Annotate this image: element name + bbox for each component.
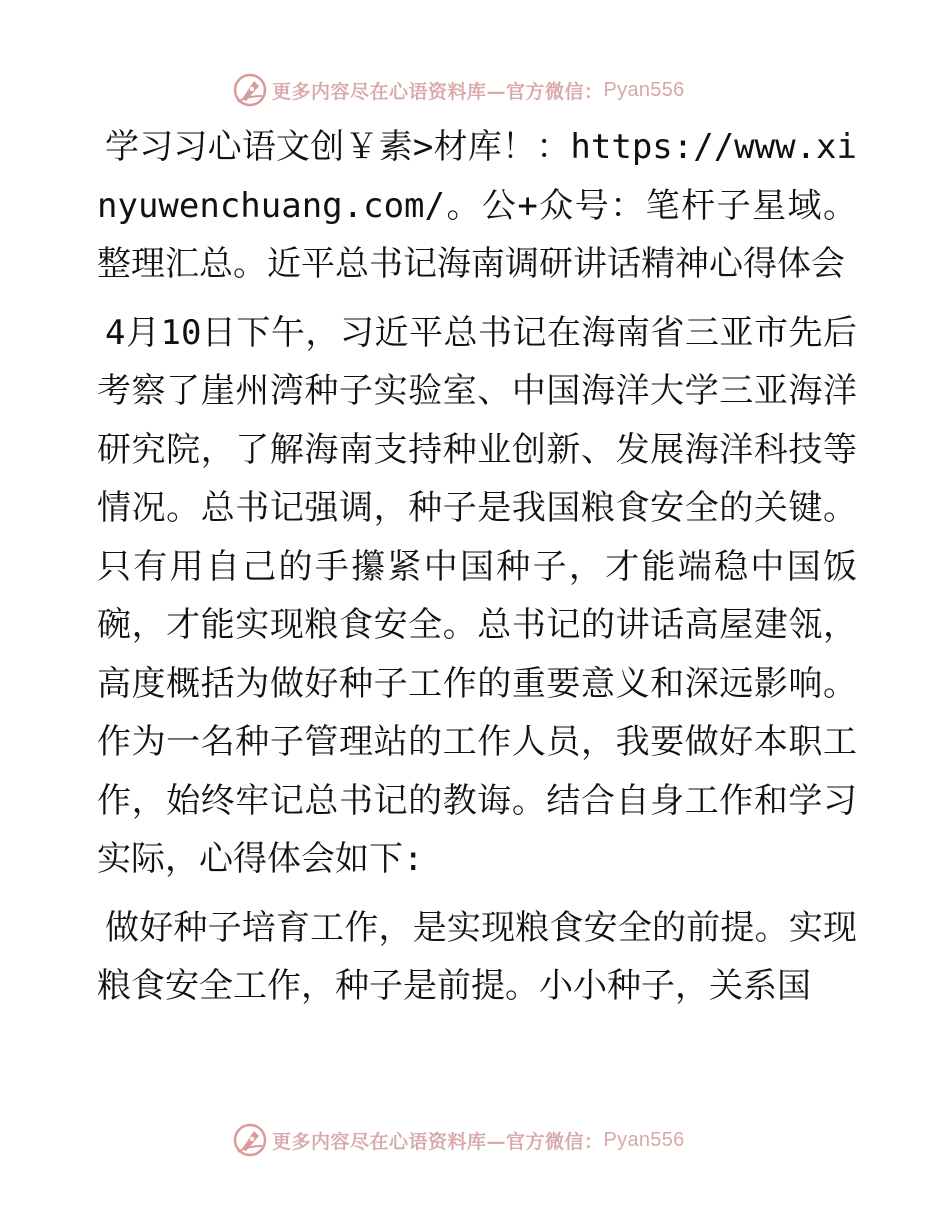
paragraph-continued: 做好种子培育工作，是实现粮食安全的前提。实现粮食安全工作，种子是前提。小小种子，关系国 — [97, 907, 857, 1006]
document-body — [97, 118, 857, 1026]
pen-nib-circle-icon — [232, 1122, 268, 1158]
header-banner-text: 更多内容尽在心语资料库—官方微信： — [272, 80, 604, 103]
footer-watermark-banner — [232, 1120, 712, 1160]
footer-banner-wechat-id: Pyan556 — [603, 1128, 685, 1151]
paragraph-title-intro: 学习习心语文创￥素>材库！：https://www.xinyuwenchuang.com/。公+众号：笔杆子星域。整理汇总。近平总书记海南调研讲话精神心得体会 — [97, 127, 857, 284]
pen-nib-circle-icon — [232, 72, 268, 108]
paragraph-main: 4月10日下午，习近平总书记在海南省三亚市先后考察了崖州湾种子实验室、中国海洋大学三亚海洋研究院，了解海南支持种业创新、发展海洋科技等情况。总书记强调，种子是我国粮食安全的关键。只有用自己的手攥紧中国种子，才能端稳中国饭碗，才能实现粮食安全。总书记的讲话高屋建瓴，高度概括为做好种子工作的重要意义和深远影响。作为一名种子管理站的工作人员，我要做好本职工作，始终牢记总书记的教诲。结合自身工作和学习实际，心得体会如下: — [97, 312, 857, 879]
footer-banner-text: 更多内容尽在心语资料库—官方微信： — [272, 1130, 604, 1153]
header-banner-wechat-id: Pyan556 — [603, 78, 685, 101]
header-watermark-banner — [232, 70, 712, 110]
